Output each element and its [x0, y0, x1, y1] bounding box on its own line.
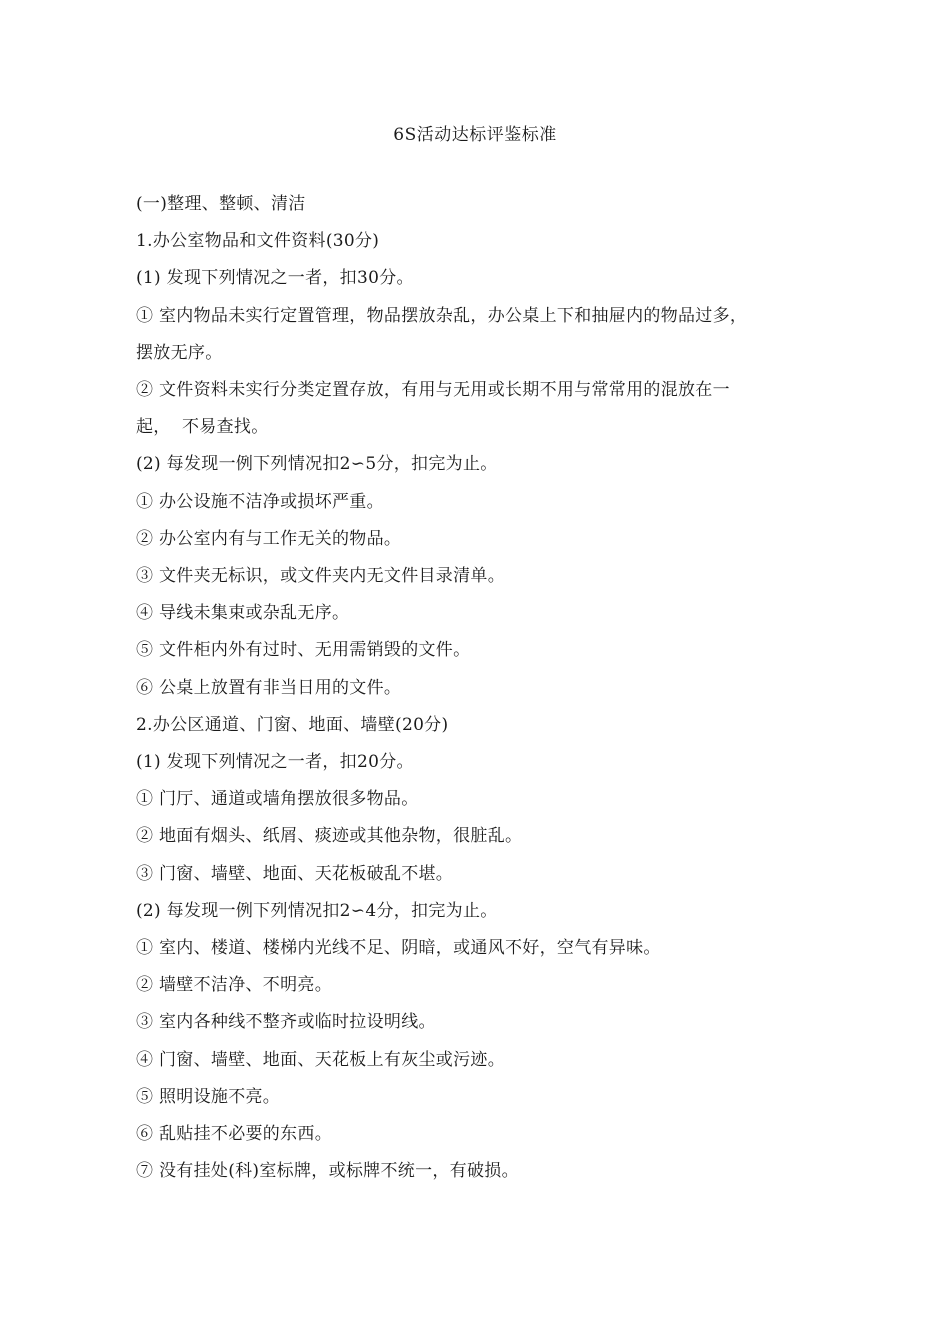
sub-heading: (2) 每发现一例下列情况扣2∽4分，扣完为止。	[136, 900, 498, 921]
list-item: ③ 文件夹无标识，或文件夹内无文件目录清单。	[136, 566, 506, 587]
section-heading: (一)整理、整顿、清洁	[136, 194, 306, 214]
sub-heading: (1) 发现下列情况之一者，扣20分。	[136, 752, 414, 773]
list-item: ③ 门窗、墙壁、地面、天花板破乱不堪。	[136, 863, 454, 884]
item-heading: 2.办公区通道、门窗、地面、墙壁(20分)	[136, 714, 449, 735]
list-item: ① 室内物品未实行定置管理，物品摆放杂乱，办公桌上下和抽屉内的物品过多，	[136, 305, 748, 326]
list-item: ⑦ 没有挂处(科)室标牌，或标牌不统一，有破损。	[136, 1161, 519, 1182]
list-item: ① 办公设施不洁净或损坏严重。	[136, 491, 384, 512]
item-heading: 1.办公室物品和文件资料(30分)	[136, 231, 380, 252]
list-item: ② 办公室内有与工作无关的物品。	[136, 528, 402, 549]
list-item: ⑤ 照明设施不亮。	[136, 1086, 281, 1107]
list-item: ④ 门窗、墙壁、地面、天花板上有灰尘或污迹。	[136, 1049, 506, 1070]
list-item: ⑥ 乱贴挂不必要的东西。	[136, 1124, 333, 1145]
list-item-continuation: 起， 不易查找。	[136, 417, 269, 438]
list-item: ② 地面有烟头、纸屑、痰迹或其他杂物，很脏乱。	[136, 826, 523, 847]
list-item-continuation: 摆放无序。	[136, 342, 223, 363]
list-item: ② 文件资料未实行分类定置存放，有用与无用或长期不用与常常用的混放在一	[136, 380, 730, 401]
list-item: ② 墙壁不洁净、不明亮。	[136, 975, 333, 996]
list-item: ④ 导线未集束或杂乱无序。	[136, 603, 350, 624]
document-title: 6S活动达标评鉴标准	[393, 125, 557, 145]
list-item: ① 室内、楼道、楼梯内光线不足、阴暗，或通风不好，空气有异味。	[136, 938, 661, 959]
list-item: ③ 室内各种线不整齐或临时拉设明线。	[136, 1012, 436, 1033]
sub-heading: (1) 发现下列情况之一者，扣30分。	[136, 268, 414, 289]
list-item: ① 门厅、通道或墙角摆放很多物品。	[136, 789, 419, 810]
sub-heading: (2) 每发现一例下列情况扣2∽5分，扣完为止。	[136, 454, 498, 475]
list-item: ⑤ 文件柜内外有过时、无用需销毁的文件。	[136, 640, 471, 661]
list-item: ⑥ 公桌上放置有非当日用的文件。	[136, 677, 402, 698]
document-body	[136, 186, 816, 1190]
